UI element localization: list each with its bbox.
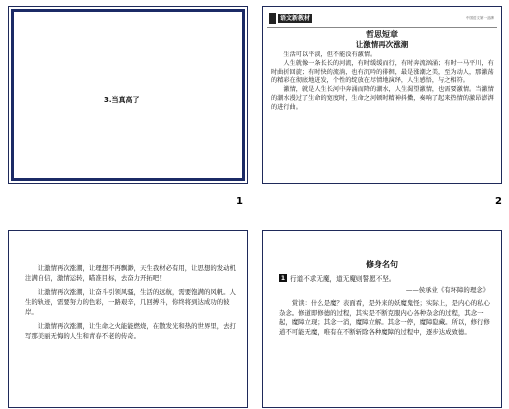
slide-3[interactable] (8, 230, 248, 408)
slide-header (267, 11, 497, 28)
slide-subtitle: 让激情再次涨潮 (355, 40, 409, 49)
slide-body (271, 51, 495, 181)
quote-attribution: ——侯承业《有坏障的理念》 (405, 286, 489, 294)
paragraph: 让激情再次涨潮，让理想不再飘渺，天生我材必有用，让思想的发动机注满自信，激情运转，瞄准目标，去奋力开拓吧！ (25, 264, 236, 282)
brand-logo (269, 13, 312, 24)
slide-body (25, 263, 237, 403)
quote-text: 行道不求无魔，道无魔则誓愿不坚。 (290, 275, 396, 283)
logo-text: 语文新教材 (280, 15, 311, 22)
slide-4[interactable] (262, 230, 502, 408)
paragraph: 激情，就是人生长河中奔涌而降的潮水，人生渴望激情，也需要激情。当激情的潮水漫过了生命的宽度时，生命之河顿时精神抖擞，奏响了起来热情的激昂澎湃的进行曲。 (271, 86, 494, 111)
number-badge: 1 (280, 274, 286, 282)
paragraph: 生活可以平淡，但不能没有激情。 (283, 51, 377, 58)
paragraph: 让激情再次涨潮，让生命之火能能燃烧，在散发光和热的世界里，去打写那美丽无悔的人生和青春不老的传奇。 (25, 322, 236, 340)
page-number: 1 (236, 196, 243, 207)
slide-2[interactable] (262, 6, 502, 184)
paragraph: 让激情再次涨潮，让奋斗引领风骚，生活的远航，需要饱满的风帆。人生的轨迹，需要努力的色彩，一路艰辛，几回搏斗，你终将到达成功的彼岸。 (25, 288, 236, 316)
slide-title: 哲思短章 (366, 29, 398, 39)
logo-icon (269, 13, 276, 24)
quote-line (279, 273, 493, 283)
slide-title: 修身名句 (366, 259, 398, 269)
header-tagline: 中国语文第一品牌 (466, 16, 494, 20)
slide-body (279, 299, 493, 403)
paragraph: 人生就像一条长长的河流，有时缓缓而行，有时奔流汹涌；有时一马平川，有时曲折回旋；有时快的流淌，也有沉吟的徘徊，最是涨潮之美，至为动人，那激荡的精彩在彻底地迸发，个性的绽放在尽情地演绎，人生感悟，与之相符。 (271, 59, 494, 85)
slide-title: 3.当真高了 (104, 96, 140, 104)
slide-1[interactable] (8, 6, 248, 184)
paragraph: 赏读：什么是魔？表面看，是外来的妖魔鬼怪；实际上，是内心的私心杂念。修道即修德的过程，其实是不断克服内心各种杂念的过程，其念一起，魔障立现；其念一消，魔障立解。其念一停，魔障隐藏。所以，修行修道不可能无魔，唯有在不断斩除各种魔障的过程中，逐步达成致德。 (279, 299, 490, 336)
page-number: 2 (495, 196, 502, 207)
